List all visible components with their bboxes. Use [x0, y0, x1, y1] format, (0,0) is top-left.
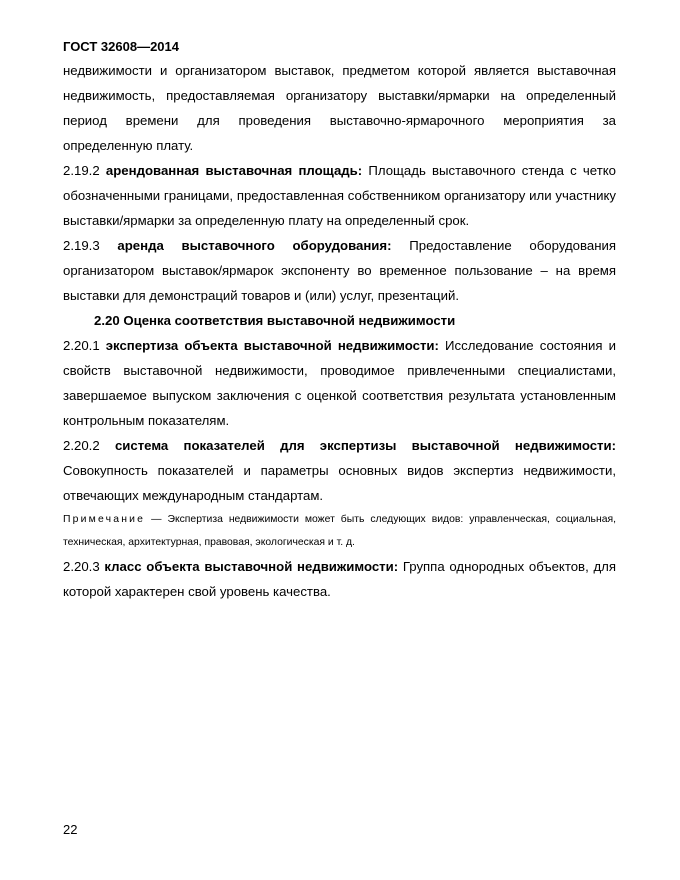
term-definition: Группа однородных объектов, для которой характерен свой уровень качества.: [63, 559, 616, 599]
term-definition: Предоставление оборудования организатором выставок/ярмарок экспоненту во временное пользование – на время выставки для демонстраций товаров и (или) услуг, презентаций.: [63, 238, 616, 303]
term-number: 2.19.2: [63, 163, 100, 178]
term-definition: Исследование состояния и свойств выставочной недвижимости, проводимое привлеченными специалистами, завершаемое выпуском заключения с оценкой соответствия результата установленным контрольным показателям.: [63, 338, 617, 428]
term-definition: Площадь выставочного стенда с четко обозначенными границами, предоставленная собственником организатору или участнику выставки/ярмарки за определенную плату на определенный срок.: [63, 163, 616, 228]
note-text: — Экспертиза недвижимости может быть следующих видов: управленческая, социальная, техническая, архитектурная, правовая, экологическая и т. д.: [63, 514, 616, 548]
term-name: арендованная выставочная площадь:: [105, 163, 363, 178]
term-entry-2-19-2: [63, 158, 616, 233]
term-name: аренда выставочного оборудования:: [117, 238, 392, 253]
intro-paragraph: недвижимости и организатором выставок, предметом которой является выставочная недвижимость, предоставляемая организатору выставки/ярмарки на определенный период времени для проведения выставочно-ярмарочного мероприятия за определенную плату.: [63, 63, 616, 153]
term-name: система показателей для экспертизы выставочной недвижимости:: [114, 438, 616, 453]
document-page: [63, 38, 616, 604]
term-entry-2-19-3: [63, 233, 616, 308]
section-title: 2.20 Оценка соответствия выставочной недвижимости: [94, 313, 456, 328]
term-entry-2-20-2: [63, 433, 616, 508]
term-entry-2-20-3: [63, 554, 616, 604]
term-name: класс объекта выставочной недвижимости:: [104, 559, 399, 574]
note-label: Примечание: [63, 514, 146, 525]
document-header: ГОСТ 32608—2014: [63, 39, 179, 54]
page-number: 22: [63, 822, 78, 837]
term-number: 2.19.3: [63, 238, 100, 253]
term-number: 2.20.2: [63, 438, 100, 453]
term-definition: Совокупность показателей и параметры основных видов экспертиз недвижимости, отвечающих международным стандартам.: [63, 463, 616, 503]
note-paragraph: [63, 508, 616, 554]
term-number: 2.20.1: [63, 338, 100, 353]
term-number: 2.20.3: [63, 559, 100, 574]
term-name: экспертиза объекта выставочной недвижимости:: [105, 338, 439, 353]
term-entry-2-20-1: [63, 333, 616, 433]
